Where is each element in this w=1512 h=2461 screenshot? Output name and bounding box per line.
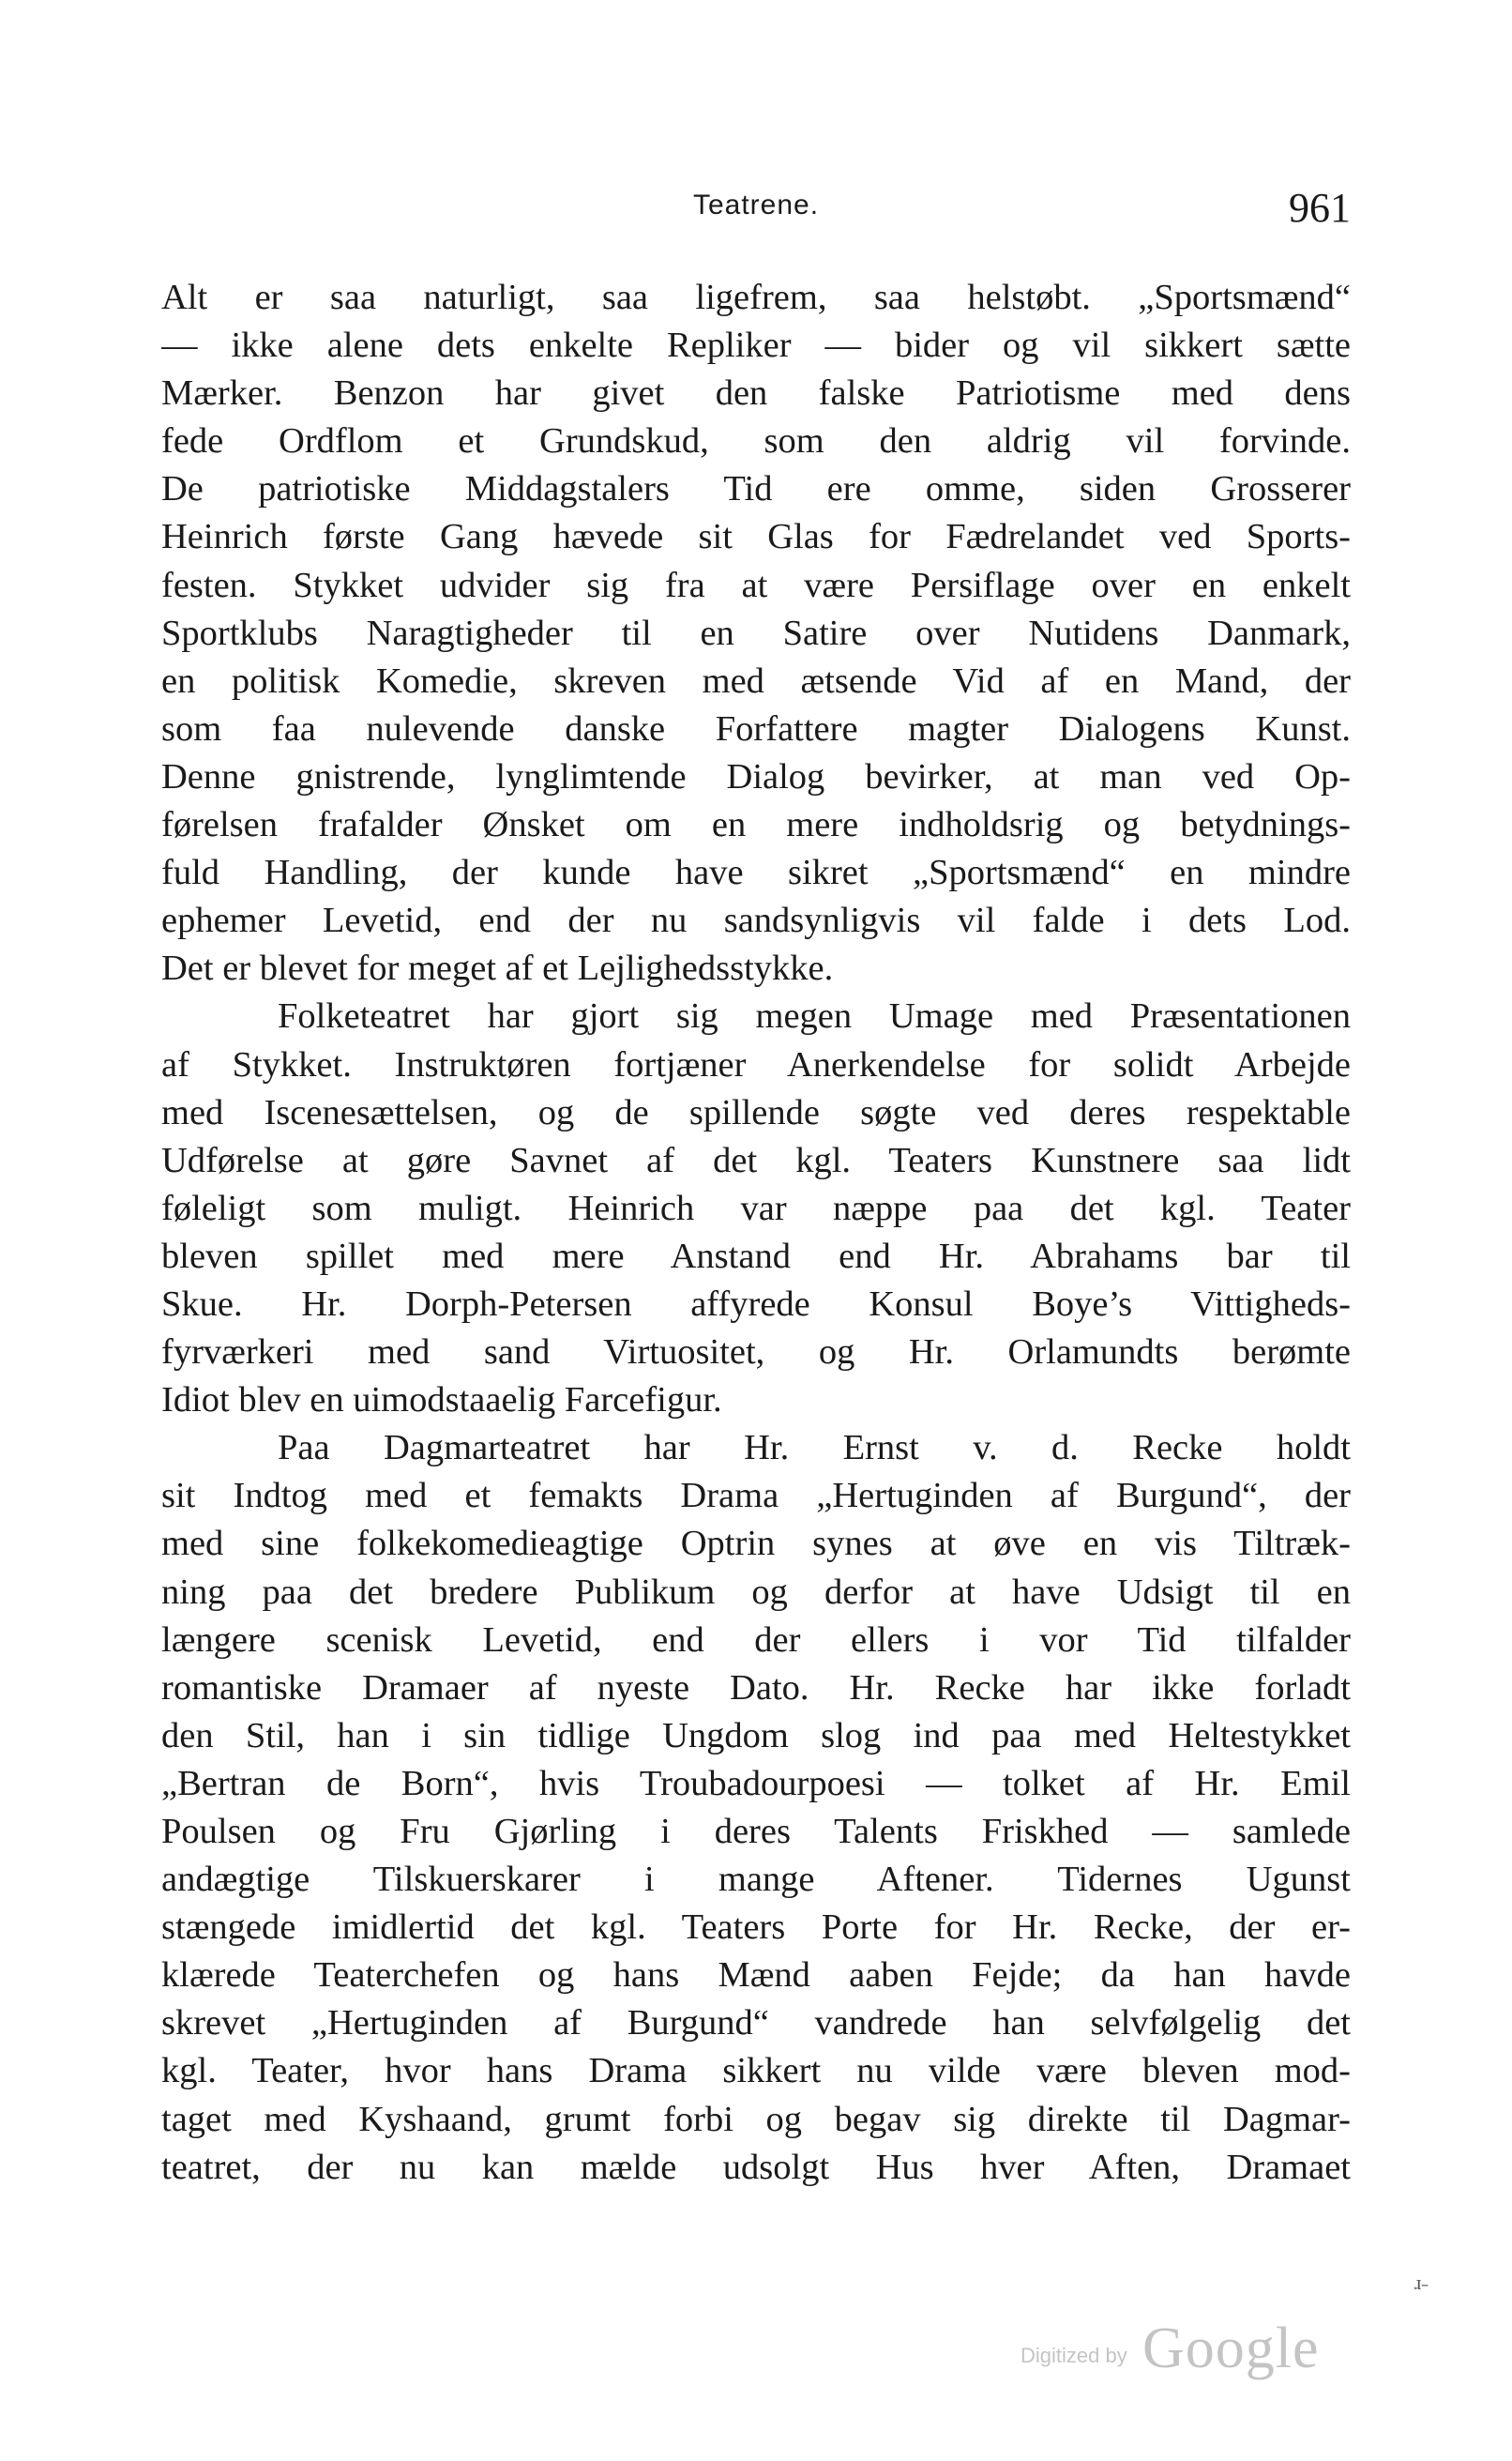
text-line: „Bertran de Born“, hvis Troubadourpoesi — tolket af Hr. Emil [161, 1763, 1351, 1803]
text-line: klærede Teaterchefen og hans Mænd aaben Fejde; da han havde [161, 1955, 1351, 1996]
text-line: ning paa det bredere Publikum og derfor at have Udsigt til en [161, 1572, 1351, 1612]
text-line: Idiot blev en uimodstaaelig Farcefigur. [161, 1380, 722, 1420]
text-line: Poulsen og Fru Gjørling i deres Talents Friskhed — samlede [161, 1812, 1351, 1851]
body-text [161, 274, 1351, 2192]
text-line: med sine folkekomedieagtige Optrin synes at øve en vis Tiltræk- [161, 1524, 1351, 1564]
text-line: taget med Kyshaand, grumt forbi og begav sig direkte til Dagmar- [161, 2099, 1351, 2139]
text-line: fuld Handling, der kunde have sikret „Sportsmænd“ en mindre [161, 853, 1351, 893]
text-line: ephemer Levetid, end der nu sandsynligvis vil falde i dets Lod. [161, 901, 1351, 941]
text-line: Denne gnistrende, lynglimtende Dialog bevirker, at man ved Op- [161, 756, 1351, 797]
text-line: Mærker. Benzon har givet den falske Patriotisme med dens [161, 373, 1351, 414]
text-line: den Stil, han i sin tidlige Ungdom slog ind paa med Heltestykket [161, 1715, 1351, 1755]
text-line: føleligt som muligt. Heinrich var næppe paa det kgl. Teater [161, 1188, 1351, 1228]
text-line: sit Indtog med et femakts Drama „Hertuginden af Burgund“, der [161, 1476, 1351, 1516]
text-line: en politisk Komedie, skreven med ætsende Vid af en Mand, der [161, 661, 1351, 701]
text-line: Folketeatret har gjort sig megen Umage med Præsentationen [278, 996, 1351, 1037]
text-line: førelsen frafalder Ønsket om en mere indholdsrig og betydnings- [161, 805, 1351, 845]
google-logo: Google [1142, 2317, 1320, 2380]
text-line: som faa nulevende danske Forfattere magter Dialogens Kunst. [161, 708, 1351, 749]
text-line: Alt er saa naturligt, saa ligefrem, saa helstøbt. „Sportsmænd“ [161, 278, 1351, 317]
running-head: Teatrene. [692, 190, 820, 220]
text-line: stængede imidlertid det kgl. Teaters Porte for Hr. Recke, der er- [161, 1907, 1351, 1948]
text-line: andægtige Tilskuerskarer i mange Aftener. Tidernes Ugunst [161, 1860, 1351, 1900]
text-line: bleven spillet med mere Anstand end Hr. Abrahams bar til [161, 1236, 1351, 1276]
text-line: Heinrich første Gang hævede sit Glas for Fædrelandet ved Sports- [161, 517, 1351, 557]
text-line: — ikke alene dets enkelte Repliker — bider og vil sikkert sætte [161, 326, 1351, 366]
text-line: kgl. Teater, hvor hans Drama sikkert nu vilde være bleven mod- [161, 2051, 1351, 2091]
text-line: Udførelse at gøre Savnet af det kgl. Teaters Kunstnere saa lidt [161, 1140, 1351, 1180]
text-line: De patriotiske Middagstalers Tid ere omme, siden Grosserer [161, 469, 1351, 509]
text-line: fyrværkeri med sand Virtuositet, og Hr. Orlamundts berømte [161, 1332, 1351, 1373]
text-line: skrevet „Hertuginden af Burgund“ vandrede han selvfølgelig det [161, 2003, 1351, 2043]
margin-mark: ɹ˗ [1414, 2271, 1429, 2294]
text-line: Skue. Hr. Dorph-Petersen affyrede Konsul Boye’s Vittigheds- [161, 1284, 1351, 1324]
page-number: 961 [1289, 185, 1351, 231]
watermark-caption: Digitized by [1021, 2344, 1127, 2367]
text-line: Det er blevet for meget af et Lejlighedsstykke. [161, 949, 834, 989]
text-line: teatret, der nu kan mælde udsolgt Hus hver Aften, Dramaet [161, 2147, 1351, 2187]
page-header [161, 184, 1351, 240]
text-line: Paa Dagmarteatret har Hr. Ernst v. d. Recke holdt [278, 1428, 1351, 1468]
text-line: længere scenisk Levetid, end der ellers i vor Tid tilfalder [161, 1619, 1351, 1660]
text-line: romantiske Dramaer af nyeste Dato. Hr. Recke har ikke forladt [161, 1667, 1351, 1708]
text-line: med Iscenesættelsen, og de spillende søgte ved deres respektable [161, 1092, 1351, 1132]
text-line: festen. Stykket udvider sig fra at være Persiflage over en enkelt [161, 565, 1351, 605]
text-line: af Stykket. Instruktøren fortjæner Anerkendelse for solidt Arbejde [161, 1044, 1351, 1085]
digitized-watermark [1021, 2316, 1339, 2381]
text-line: Sportklubs Naragtigheder til en Satire over Nutidens Danmark, [161, 613, 1351, 653]
text-line: fede Ordflom et Grundskud, som den aldrig vil forvinde. [161, 421, 1351, 462]
